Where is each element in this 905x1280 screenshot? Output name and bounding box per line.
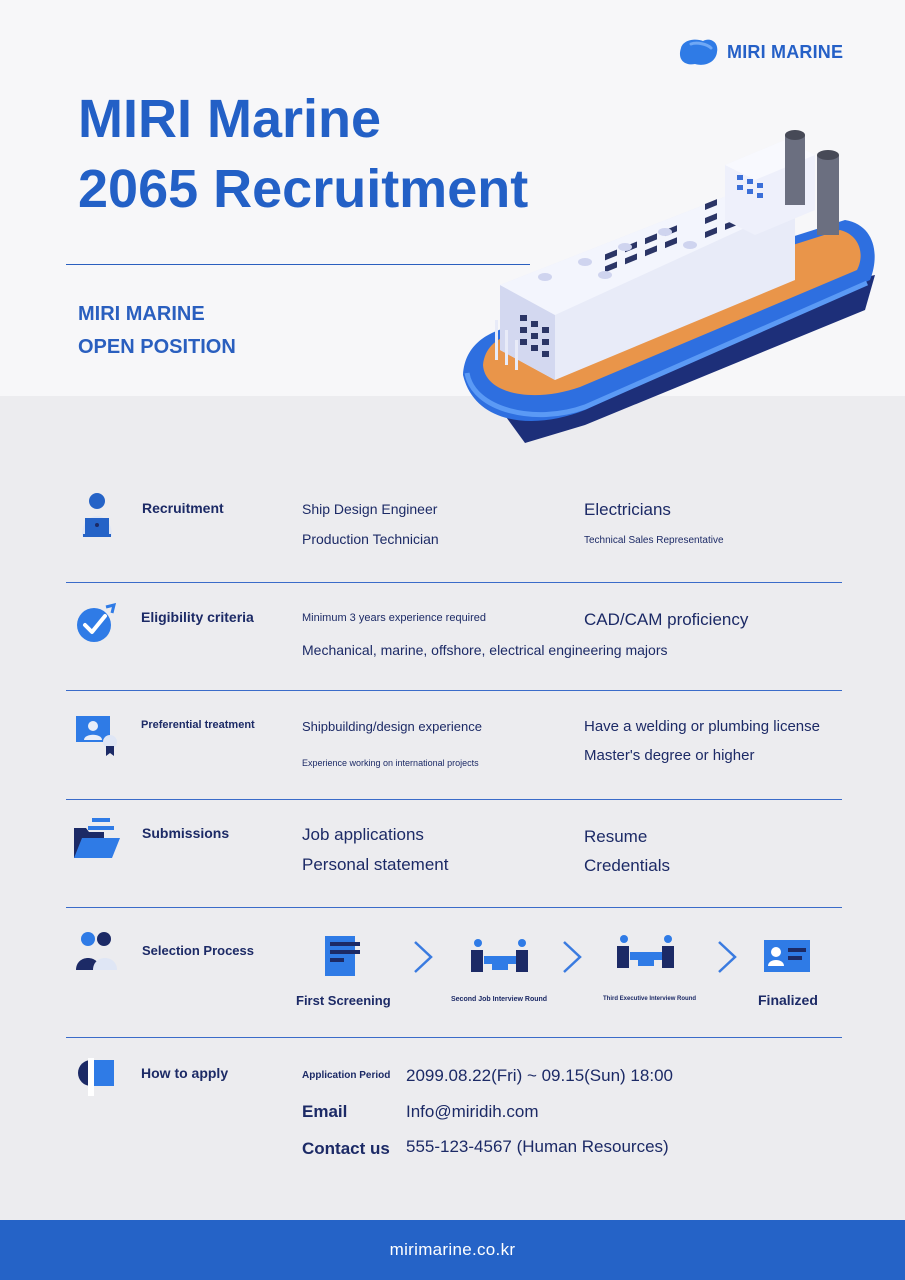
email-label: Email bbox=[302, 1102, 348, 1121]
selection-label: Selection Process bbox=[142, 943, 254, 958]
section-divider bbox=[66, 1037, 842, 1038]
footer-url[interactable]: mirimarine.co.kr bbox=[389, 1240, 516, 1259]
step-label: First Screening bbox=[296, 993, 391, 1008]
step-label: Finalized bbox=[758, 992, 818, 1008]
step-label: Second Job Interview Round bbox=[451, 996, 548, 1003]
footer bbox=[0, 1220, 905, 1280]
chevron-right-icon bbox=[716, 940, 738, 974]
check-badge-icon bbox=[76, 603, 116, 643]
document-icon bbox=[325, 936, 361, 976]
title-line-1: MIRI Marine bbox=[78, 89, 382, 149]
subtitle-line-2: OPEN POSITION bbox=[78, 336, 236, 358]
submission-item: Job applications bbox=[302, 825, 424, 844]
certificate-icon bbox=[76, 714, 118, 758]
folder-icon bbox=[74, 818, 120, 860]
eligibility-item: CAD/CAM proficiency bbox=[584, 610, 749, 629]
eligibility-item: Minimum 3 years experience required bbox=[302, 612, 487, 624]
submissions-label: Submissions bbox=[142, 825, 230, 841]
period-value: 2099.08.22(Fri) ~ 09.15(Sun) 18:00 bbox=[406, 1066, 673, 1085]
submission-item: Resume bbox=[584, 827, 648, 846]
brand-logo[interactable] bbox=[677, 38, 843, 66]
contact-phone[interactable]: 555-123-4567 (Human Resources) bbox=[406, 1137, 669, 1156]
contact-label: Contact us bbox=[302, 1139, 390, 1158]
chevron-right-icon bbox=[412, 940, 434, 974]
ship-illustration bbox=[455, 125, 885, 455]
interview-icon bbox=[470, 938, 530, 974]
section-divider bbox=[66, 799, 842, 800]
preferential-item: Experience working on international projects bbox=[302, 758, 479, 768]
recruitment-item: Ship Design Engineer bbox=[302, 501, 438, 517]
chevron-right-icon bbox=[561, 940, 583, 974]
logo-text: MIRI MARINE bbox=[727, 41, 844, 62]
preferential-label: Preferential treatment bbox=[141, 719, 255, 731]
logo-blob-icon bbox=[677, 38, 719, 66]
id-card-icon bbox=[764, 940, 810, 972]
flag-icon bbox=[78, 1058, 118, 1096]
preferential-item: Have a welding or plumbing license bbox=[584, 718, 820, 735]
submission-item: Credentials bbox=[584, 856, 670, 875]
step-label: Third Executive Interview Round bbox=[603, 996, 697, 1002]
title-line-2: 2065 Recruitment bbox=[78, 159, 529, 219]
person-laptop-icon bbox=[78, 492, 116, 540]
eligibility-item: Mechanical, marine, offshore, electrical engineering majors bbox=[302, 642, 668, 658]
people-icon bbox=[76, 930, 118, 972]
preferential-item: Master's degree or higher bbox=[584, 747, 755, 764]
eligibility-label: Eligibility criteria bbox=[141, 609, 254, 625]
subtitle bbox=[78, 298, 236, 364]
subtitle-line-1: MIRI MARINE bbox=[78, 303, 205, 325]
interview-icon bbox=[616, 934, 676, 970]
section-divider bbox=[66, 907, 842, 908]
recruitment-label: Recruitment bbox=[142, 500, 224, 516]
submission-item: Personal statement bbox=[302, 855, 449, 874]
section-divider bbox=[66, 690, 842, 691]
apply-label: How to apply bbox=[141, 1065, 229, 1081]
recruitment-item: Electricians bbox=[584, 500, 671, 519]
email-link[interactable]: Info@miridih.com bbox=[406, 1102, 539, 1121]
preferential-item: Shipbuilding/design experience bbox=[302, 719, 482, 734]
period-label: Application Period bbox=[302, 1070, 391, 1081]
recruitment-item: Technical Sales Representative bbox=[584, 535, 724, 546]
recruitment-item: Production Technician bbox=[302, 531, 439, 547]
section-divider bbox=[66, 582, 842, 583]
